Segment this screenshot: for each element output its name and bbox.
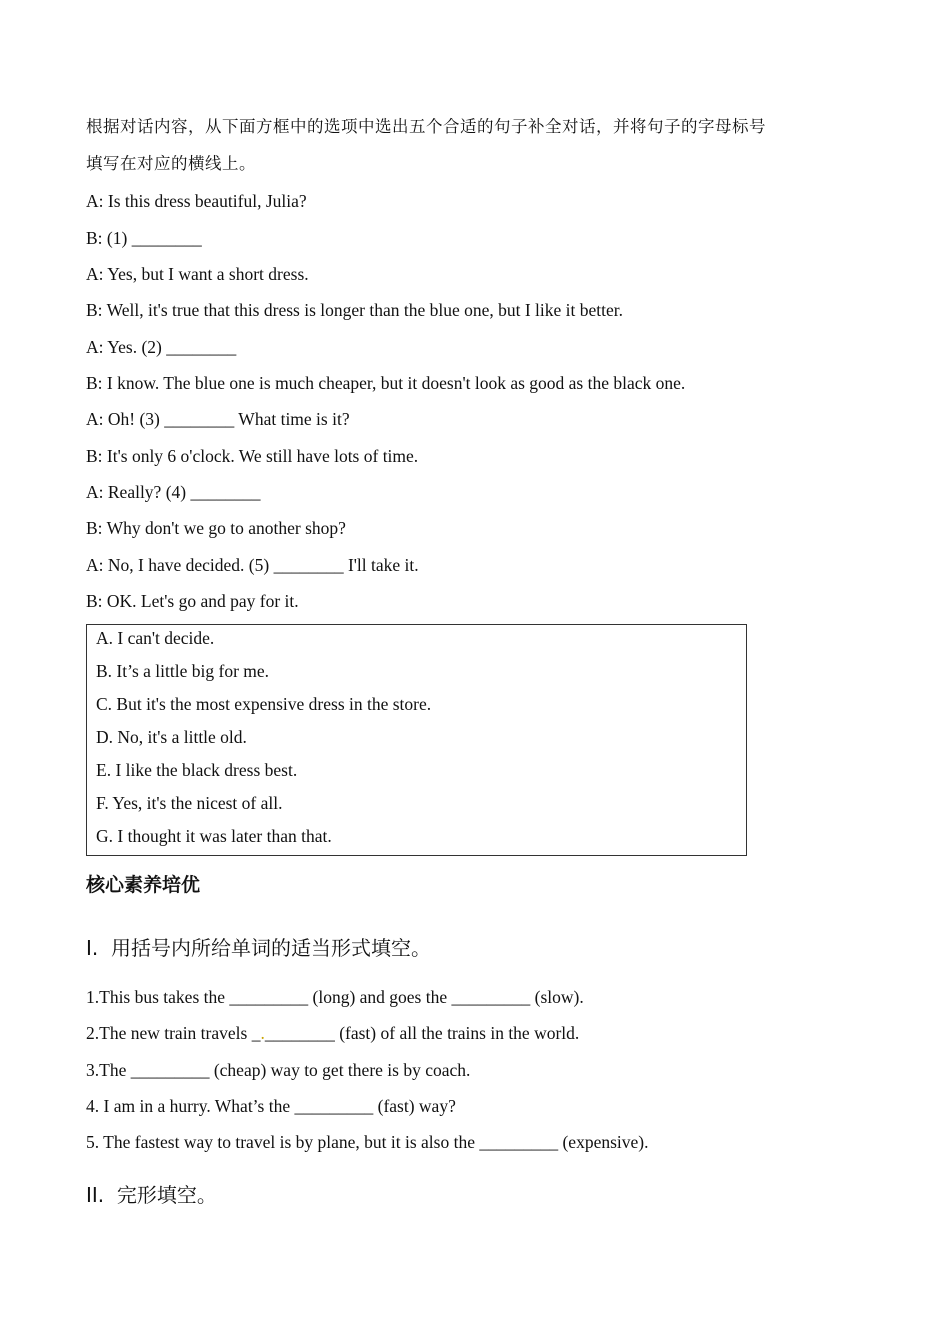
exercise-item-1: 1.This bus takes the _________ (long) and goes the _________ (slow). [86, 987, 584, 1007]
dialogue-line: B: OK. Let's go and pay for it. [86, 591, 299, 611]
dialogue-line: B: I know. The blue one is much cheaper, but it doesn't look as good as the black one. [86, 373, 686, 393]
dialogue-line: A: No, I have decided. (5) ________ I'll take it. [86, 555, 419, 575]
dialogue-line: A: Oh! (3) ________ What time is it? [86, 409, 350, 429]
section-heading: 核心素养培优 [86, 874, 201, 896]
part1-title: I. 用括号内所给单词的适当形式填空。 [86, 936, 431, 960]
dialogue-line: A: Really? (4) ________ [86, 482, 261, 502]
dialogue-line: B: Well, it's true that this dress is longer than the blue one, but I like it better. [86, 300, 624, 320]
options-box [86, 624, 747, 856]
item-2-start: 2.The new train travels _ [86, 1023, 261, 1043]
option-e: E. I like the black dress best. [96, 760, 298, 780]
instruction-line-1: 根据对话内容，从下面方框中的选项中选出五个合适的句子补全对话，并将句子的字母标号 [86, 117, 766, 136]
part2-title: II. 完形填空。 [86, 1183, 217, 1207]
dialogue-line: A: Yes. (2) ________ [86, 337, 237, 357]
exercise-item-3: 3.The _________ (cheap) way to get there is by coach. [86, 1060, 471, 1080]
exercise-item-4: 4. I am in a hurry. What’s the _________ (fast) way? [86, 1096, 456, 1116]
dialogue-line: B: (1) ________ [86, 228, 202, 248]
exercise-item-5: 5. The fastest way to travel is by plane, but it is also the _________ (expensive). [86, 1132, 649, 1152]
option-f: F. Yes, it's the nicest of all. [96, 793, 283, 813]
dialogue-line: A: Yes, but I want a short dress. [86, 264, 309, 284]
exercise-item-2 [86, 1022, 579, 1044]
dialogue-line: B: It's only 6 o'clock. We still have lots of time. [86, 446, 419, 466]
instruction-line-2: 填写在对应的横线上。 [86, 154, 256, 173]
item-2-rest: ________ (fast) of all the trains in the world. [264, 1023, 580, 1043]
edit-marker: . [260, 1023, 265, 1043]
option-g: G. I thought it was later than that. [96, 826, 332, 846]
option-d: D. No, it's a little old. [96, 727, 247, 747]
dialogue-line: A: Is this dress beautiful, Julia? [86, 191, 307, 211]
option-c: C. But it's the most expensive dress in the store. [96, 694, 432, 714]
option-b: B. It’s a little big for me. [96, 661, 270, 681]
option-a: A. I can't decide. [96, 628, 215, 648]
dialogue-line: B: Why don't we go to another shop? [86, 518, 346, 538]
